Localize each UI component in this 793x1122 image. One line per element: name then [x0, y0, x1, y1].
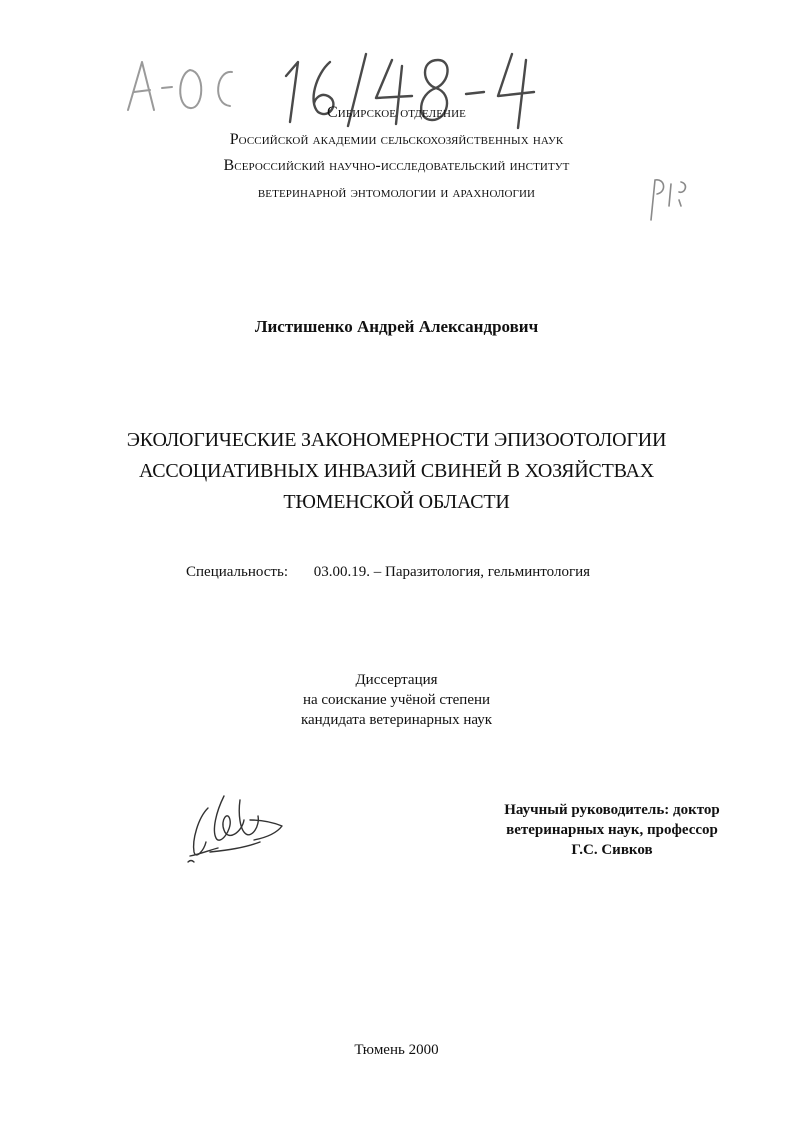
specialty-label: Специальность: [186, 564, 288, 580]
supervisor-block [462, 800, 762, 860]
title-line: ЭКОЛОГИЧЕСКИЕ ЗАКОНОМЕРНОСТИ ЭПИЗООТОЛОГИИ [126, 429, 667, 451]
author-signature [180, 790, 290, 870]
institution-line: Всероссийский научно-исследовательский институт [223, 157, 570, 174]
signature-stroke [188, 861, 194, 863]
signature-stroke [194, 808, 208, 855]
degree-line: на соискание учёной степени [302, 692, 491, 708]
institution-line: ветеринарной энтомологии и арахнологии [257, 183, 536, 201]
institution-line: Российской академии сельскохозяйственных наук [229, 130, 564, 148]
title-line: ТЮМЕНСКОЙ ОБЛАСТИ [283, 491, 510, 513]
dissertation-title [0, 425, 793, 518]
author-name: Листишенко Андрей Александрович [254, 317, 539, 336]
title-line: АССОЦИАТИВНЫХ ИНВАЗИЙ СВИНЕЙ В ХОЗЯЙСТВАХ [138, 460, 655, 482]
handwritten-stroke [162, 87, 172, 88]
supervisor-line: Научный руководитель: доктор [504, 802, 720, 818]
degree-block [0, 670, 793, 730]
city-year: Тюмень 2000 [354, 1042, 439, 1058]
signature-stroke [210, 842, 260, 852]
supervisor-line: Г.С. Сивков [571, 842, 653, 858]
institution-line: Сибирское отделение [327, 104, 466, 121]
handwritten-stroke [466, 92, 484, 94]
specialty-value: 03.00.19. – Паразитология, гельминтология [313, 564, 591, 580]
degree-line: Диссертация [355, 672, 438, 688]
specialty-line [186, 562, 590, 582]
degree-line: кандидата ветеринарных наук [300, 712, 493, 728]
institution-block [0, 100, 793, 206]
signature-stroke [239, 800, 258, 835]
supervisor-line: ветеринарных наук, профессор [506, 822, 718, 838]
